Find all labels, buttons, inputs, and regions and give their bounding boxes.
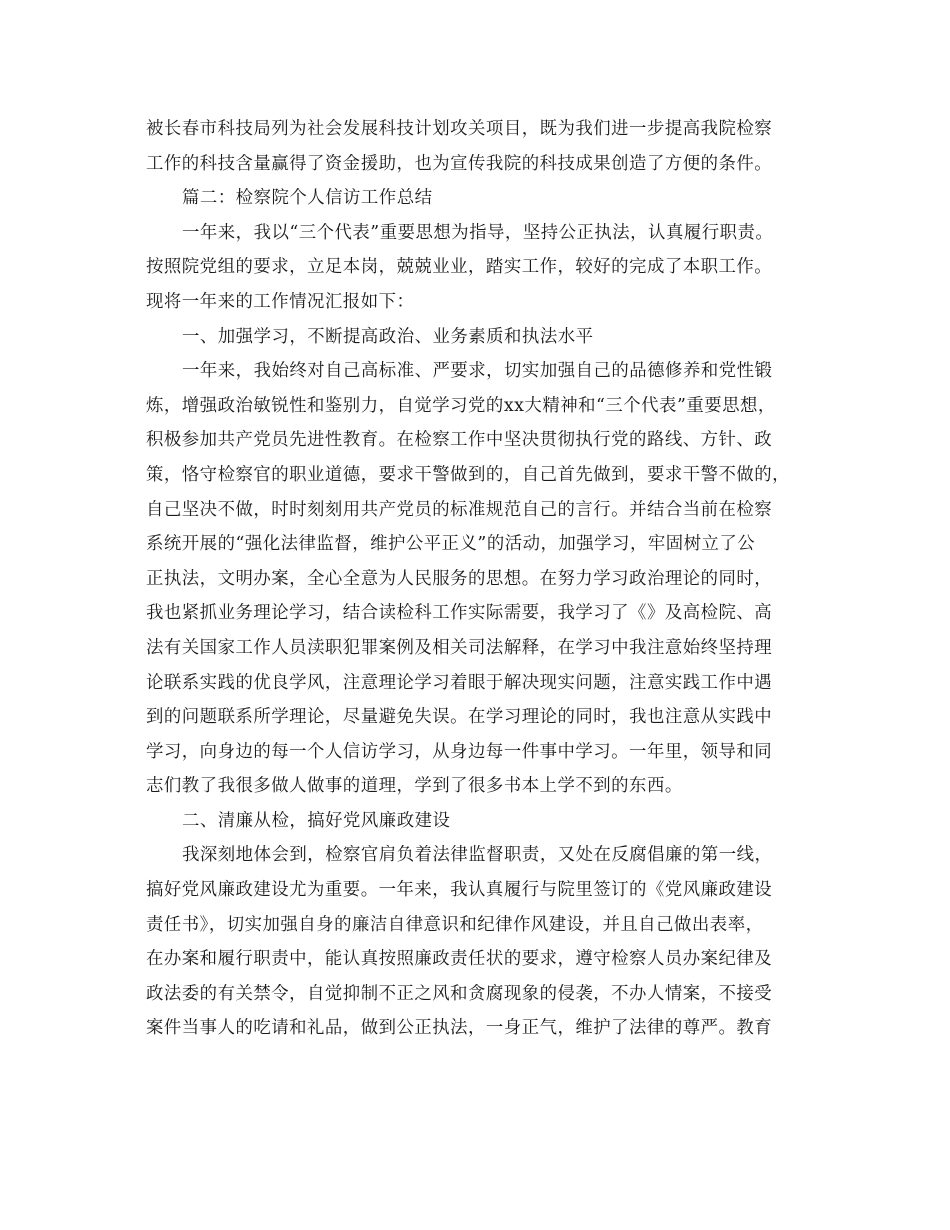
text-line: 政法委的有关禁令，自觉抑制不正之风和贪腐现象的侵袭，不办人情案，不接受 (146, 983, 773, 1004)
text-line: 志们教了我很多做人做事的道理，学到了很多书本上学不到的东西。 (146, 776, 683, 797)
section-heading-1: 一、加强学习，不断提高政治、业务素质和执法水平 (182, 326, 594, 347)
text-line: 策，恪守检察官的职业道德，要求干警做到的，自己首先做到，要求干警不做的， (146, 464, 791, 485)
paragraph-start: 我深刻地体会到，检察官肩负着法律监督职责，又处在反腐倡廉的第一线， (182, 845, 773, 866)
text-line: 炼，增强政治敏锐性和鉴别力，自觉学习党的xx大精神和“三个代表”重要思想， (146, 395, 776, 416)
text-line: 学习，向身边的每一个人信访学习，从身边每一件事中学习。一年里，领导和同 (146, 741, 773, 762)
article-title: 篇二：检察院个人信访工作总结 (182, 188, 433, 209)
paragraph-start: 一年来，我以“三个代表”重要思想为指导，坚持公正执法，认真履行职责。 (182, 222, 774, 243)
text-line: 责任书》，切实加强自身的廉洁自律意识和纪律作风建设，并且自己做出表率， (146, 914, 764, 935)
text-line: 按照院党组的要求，立足本岗，兢兢业业，踏实工作，较好的完成了本职工作。 (146, 257, 773, 278)
text-line: 论联系实践的优良学风，注意理论学习着眼于解决现实问题，注意实践工作中遇 (146, 672, 773, 693)
text-line: 被长春市科技局列为社会发展科技计划攻关项目，既为我们进一步提高我院检察 (146, 119, 773, 139)
text-line: 现将一年来的工作情况汇报如下： (146, 291, 415, 312)
text-line: 工作的科技含量赢得了资金援助，也为宣传我院的科技成果创造了方便的条件。 (146, 153, 773, 174)
text-line: 案件当事人的吃请和礼品，做到公正执法，一身正气，维护了法律的尊严。教育 (146, 1018, 773, 1039)
text-line: 系统开展的“强化法律监督，维护公平正义”的活动，加强学习，牢固树立了公 (146, 534, 756, 555)
text-line: 自己坚决不做，时时刻刻用共产党员的标准规范自己的言行。并结合当前在检察 (146, 499, 773, 520)
section-heading-2: 二、清廉从检，搞好党风廉政建设 (182, 810, 451, 831)
text-line: 积极参加共产党员先进性教育。在检察工作中坚决贯彻执行党的路线、方针、政 (146, 430, 773, 451)
paragraph-start: 一年来，我始终对自己高标准、严要求，切实加强自己的品德修养和党性锻 (182, 361, 773, 382)
text-line: 正执法，文明办案，全心全意为人民服务的思想。在努力学习政治理论的同时， (146, 568, 773, 589)
text-line: 法有关国家工作人员渎职犯罪案例及相关司法解释，在学习中我注意始终坚持理 (146, 637, 773, 658)
document-body (146, 112, 826, 1046)
text-line: 在办案和履行职责中，能认真按照廉政责任状的要求，遵守检察人员办案纪律及 (146, 949, 773, 970)
text-line: 到的问题联系所学理论，尽量避免失误。在学习理论的同时，我也注意从实践中 (146, 707, 773, 728)
text-line: 搞好党风廉政建设尤为重要。一年来，我认真履行与院里签订的《党风廉政建设 (146, 880, 773, 901)
text-line: 我也紧抓业务理论学习，结合读检科工作实际需要，我学习了《》及高检院、高 (146, 603, 773, 624)
